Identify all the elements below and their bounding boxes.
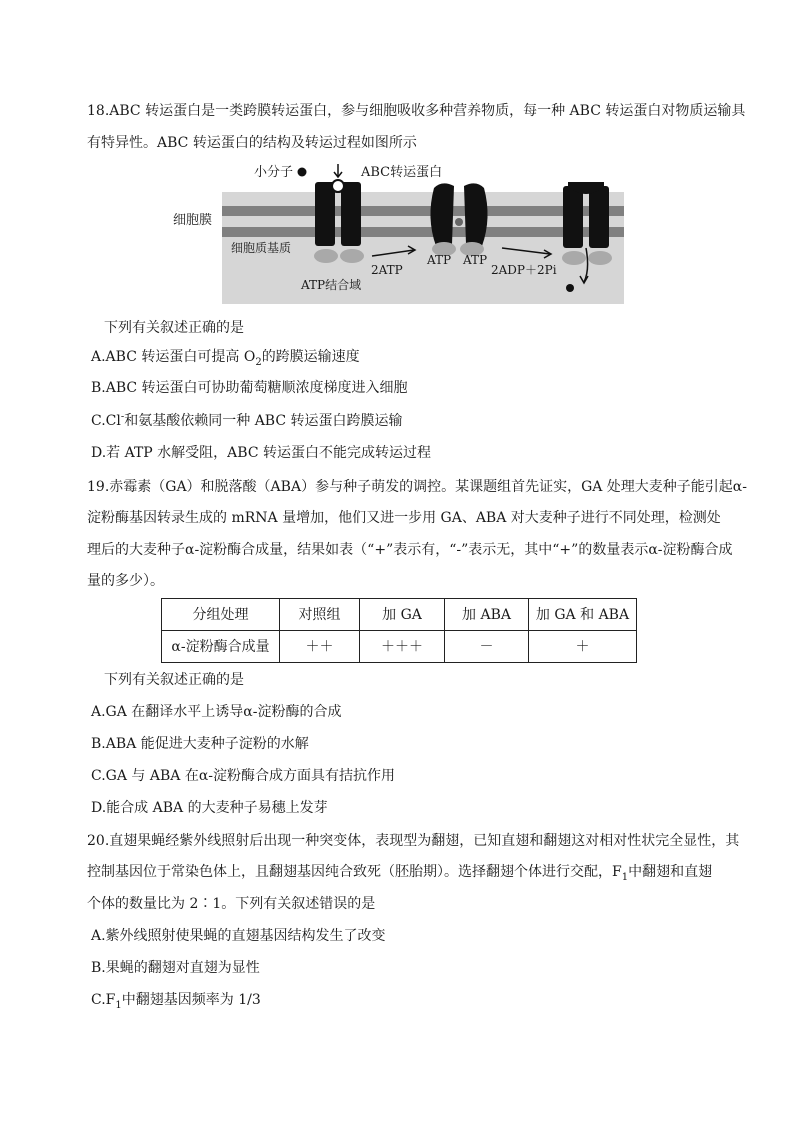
released-molecule-icon bbox=[566, 284, 574, 292]
table-row bbox=[162, 631, 637, 663]
label-atp-left: ATP bbox=[427, 253, 452, 267]
results-table bbox=[161, 598, 637, 663]
table-header-cell: 加 GA 和 ABA bbox=[529, 599, 637, 631]
label-adp-pi: 2ADP＋2Pi bbox=[491, 263, 557, 277]
q19-stem-line-4: 量的多少）。 bbox=[87, 573, 164, 589]
q18-lead: 下列有关叙述正确的是 bbox=[104, 320, 244, 336]
q19-option-b: B.ABA 能促进大麦种子淀粉的水解 bbox=[91, 736, 309, 752]
table-header-cell: 加 GA bbox=[360, 599, 445, 631]
table-cell: ＋ bbox=[529, 631, 637, 663]
q19-stem-line-3: 理后的大麦种子α-淀粉酶合成量，结果如表（“+”表示有，“-”表示无，其中“+”的数量表示α-淀粉酶合成 bbox=[87, 542, 733, 558]
q18-option-c: C.Cl-和氨基酸依赖同一种 ABC 转运蛋白跨膜运输 bbox=[91, 411, 403, 429]
q20-option-c: $C.F_1$中翻翅基因频率为 1/3 bbox=[91, 992, 261, 1011]
q18-option-d: D.若 ATP 水解受阻，ABC 转运蛋白不能完成转运过程 bbox=[91, 445, 431, 461]
label-cell-membrane: 细胞膜 bbox=[173, 213, 213, 228]
q18-stem-line-2: 有特异性。ABC 转运蛋白的结构及转运过程如图所示 bbox=[87, 135, 417, 151]
table-cell: － bbox=[445, 631, 529, 663]
substrate-dot-icon bbox=[455, 218, 463, 226]
label-small-molecule: 小分子 bbox=[254, 165, 294, 180]
q20-stem-line-2: 控制基因位于常染色体上，且翻翅基因纯合致死（胚胎期）。选择翻翅个体进行交配，$F_1$中翻翅和直翅 bbox=[87, 864, 713, 883]
table-header-cell: 加 ABA bbox=[445, 599, 529, 631]
q18-option-b: B.ABC 转运蛋白可协助葡萄糖顺浓度梯度进入细胞 bbox=[91, 380, 408, 396]
q20-stem-line-1: 20.直翅果蝇经紫外线照射后出现一种突变体，表现型为翻翅，已知直翅和翻翅这对相对性状完全显性，其 bbox=[87, 833, 740, 849]
q19-lead: 下列有关叙述正确的是 bbox=[104, 672, 244, 688]
q20-option-b: B.果蝇的翻翅对直翅为显性 bbox=[91, 960, 260, 976]
label-2atp: 2ATP bbox=[371, 263, 403, 277]
binding-site-icon bbox=[332, 180, 344, 192]
q19-option-c: C.GA 与 ABA 在α-淀粉酶合成方面具有拮抗作用 bbox=[91, 768, 396, 784]
q19-stem-line-2: 淀粉酶基因转录生成的 mRNA 量增加，他们又进一步用 GA、ABA 对大麦种子进行不同处理，检测处 bbox=[87, 510, 721, 526]
q19-option-a: A.GA 在翻译水平上诱导α-淀粉酶的合成 bbox=[91, 704, 342, 720]
table-cell: ＋＋ bbox=[280, 631, 360, 663]
q20-option-a: A.紫外线照射使果蝇的直翅基因结构发生了改变 bbox=[91, 928, 386, 944]
table-cell: α-淀粉酶合成量 bbox=[162, 631, 280, 663]
table-header-cell: 对照组 bbox=[280, 599, 360, 631]
q18-stem-line-1: 18.ABC 转运蛋白是一类跨膜转运蛋白，参与细胞吸收多种营养物质，每一种 ABC 转运蛋白对物质运输具 bbox=[87, 103, 746, 119]
table-header-row bbox=[162, 599, 637, 631]
small-molecule-icon bbox=[298, 168, 307, 177]
label-abc-transporter: ABC转运蛋白 bbox=[361, 165, 443, 180]
table-cell: ＋＋＋ bbox=[360, 631, 445, 663]
q19-option-d: D.能合成 ABA 的大麦种子易穗上发芽 bbox=[91, 800, 328, 816]
label-cytoplasm: 细胞质基质 bbox=[231, 241, 292, 255]
q19-stem-line-1: 19.赤霉素（GA）和脱落酸（ABA）参与种子萌发的调控。某课题组首先证实，GA 处理大麦种子能引起α- bbox=[87, 479, 747, 495]
table-header-cell: 分组处理 bbox=[162, 599, 280, 631]
label-atp-right: ATP bbox=[463, 253, 488, 267]
label-atp-binding-domain: ATP结合域 bbox=[301, 278, 362, 292]
q18-option-a: A.ABC 转运蛋白可提高 $O_2$的跨膜运输速度 bbox=[91, 349, 360, 368]
q20-stem-line-3: 个体的数量比为 2∶1。下列有关叙述错误的是 bbox=[87, 896, 376, 912]
